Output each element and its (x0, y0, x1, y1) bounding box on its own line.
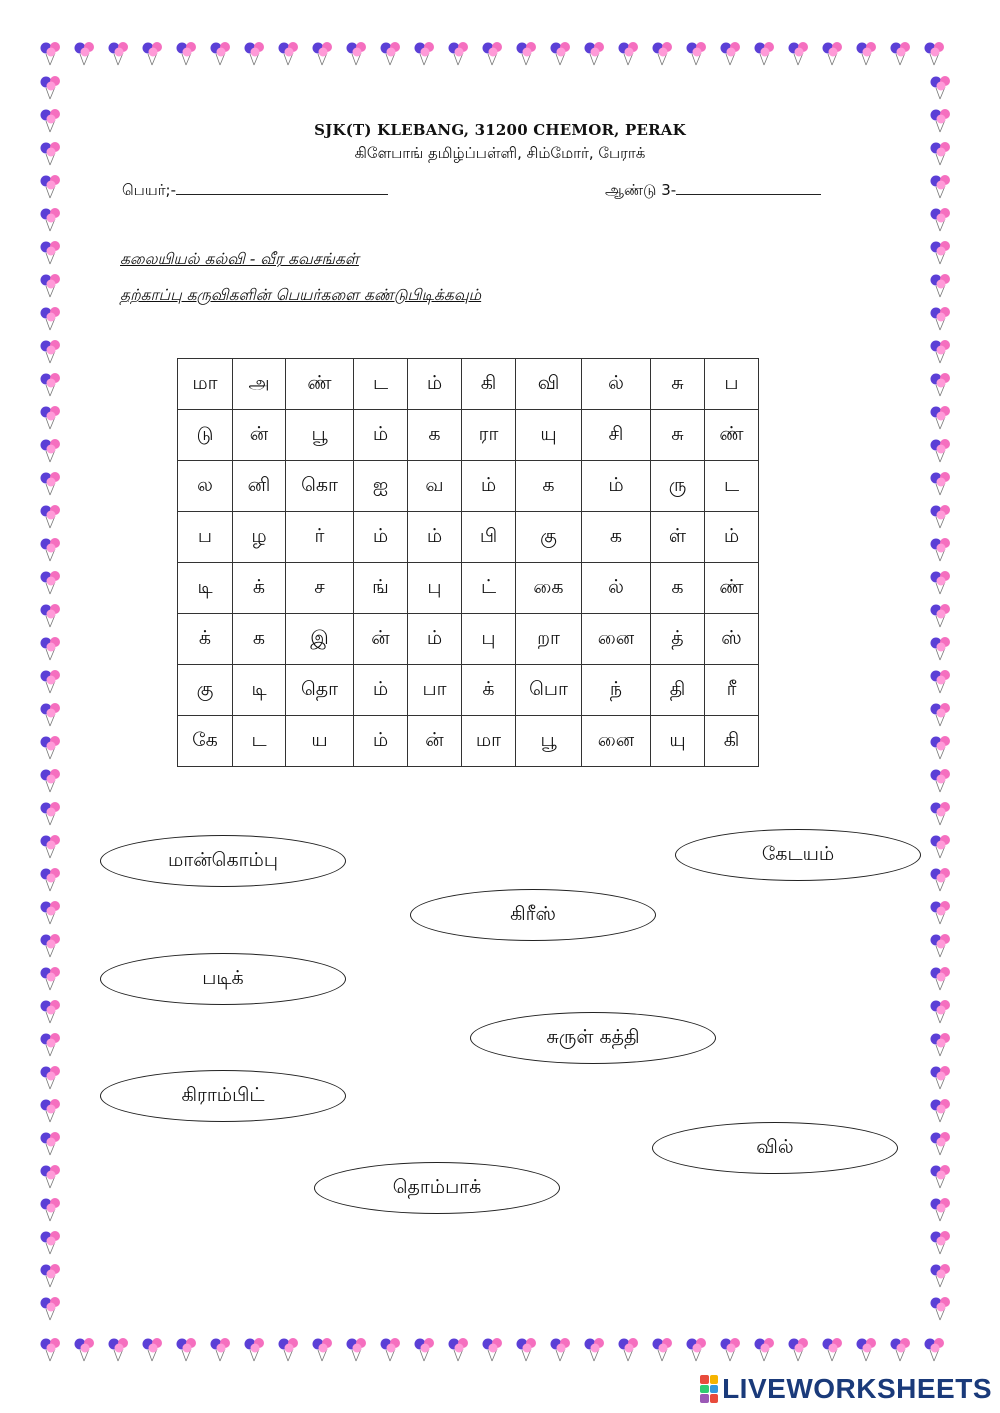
balloon-icon (38, 899, 64, 925)
balloon-icon (38, 536, 64, 562)
balloon-icon (928, 866, 954, 892)
balloon-icon (106, 1336, 132, 1362)
brand-watermark (700, 1369, 992, 1409)
grid-cell[interactable]: ல (178, 461, 233, 512)
balloon-icon (928, 833, 954, 859)
grid-cell[interactable]: தொ (286, 665, 354, 716)
balloon-icon (38, 239, 64, 265)
grid-cell[interactable]: ந் (582, 665, 651, 716)
grid-cell[interactable]: ண் (705, 410, 759, 461)
balloon-icon (888, 1336, 914, 1362)
word-oval[interactable] (652, 1122, 898, 1174)
grid-cell[interactable]: ம் (462, 461, 516, 512)
grid-cell[interactable]: ண் (705, 563, 759, 614)
balloon-icon (928, 404, 954, 430)
balloon-icon (38, 1097, 64, 1123)
grid-cell[interactable]: வி (516, 359, 582, 410)
balloon-icon (928, 1130, 954, 1156)
grid-cell[interactable]: க் (462, 665, 516, 716)
balloon-icon (928, 701, 954, 727)
grid-row (178, 410, 759, 461)
grid-row (178, 665, 759, 716)
balloon-icon (38, 602, 64, 628)
year-label: ஆண்டு 3- (605, 181, 677, 199)
balloon-icon (616, 1336, 642, 1362)
balloon-icon (928, 569, 954, 595)
balloon-icon (412, 1336, 438, 1362)
balloon-icon (854, 1336, 880, 1362)
balloon-icon (140, 1336, 166, 1362)
balloon-icon (928, 536, 954, 562)
balloon-icon (174, 1336, 200, 1362)
grid-cell[interactable]: வ (408, 461, 462, 512)
balloon-icon (928, 1196, 954, 1222)
balloon-icon (38, 668, 64, 694)
balloon-icon (38, 1229, 64, 1255)
word-label: சுருள் கத்தி (546, 1025, 640, 1048)
balloon-icon (38, 338, 64, 364)
grid-cell[interactable]: ட (354, 359, 408, 410)
balloon-icon (446, 1336, 472, 1362)
grid-cell[interactable]: பொ (516, 665, 582, 716)
grid-cell[interactable]: ப (178, 512, 233, 563)
balloon-icon (928, 1262, 954, 1288)
grid-cell[interactable]: ரு (651, 461, 705, 512)
grid-cell[interactable]: கு (178, 665, 233, 716)
grid-cell[interactable]: ழ (233, 512, 286, 563)
balloon-icon (38, 305, 64, 331)
grid-cell[interactable]: கி (462, 359, 516, 410)
grid-cell[interactable]: பு (462, 614, 516, 665)
grid-cell[interactable]: சு (651, 410, 705, 461)
balloon-icon (480, 40, 506, 66)
grid-cell[interactable]: யு (516, 410, 582, 461)
balloon-icon (548, 1336, 574, 1362)
word-label: கேடயம் (761, 842, 835, 865)
balloon-icon (38, 1163, 64, 1189)
grid-cell[interactable]: மா (462, 716, 516, 767)
balloon-icon (718, 1336, 744, 1362)
balloon-icon (72, 40, 98, 66)
school-title: SJK(T) KLEBANG, 31200 CHEMOR, PERAK (314, 121, 686, 139)
name-blank[interactable] (176, 180, 388, 195)
balloon-icon (928, 635, 954, 661)
subject-title: கலையியல் கல்வி - வீர கவசங்கள் (120, 250, 359, 268)
balloon-icon (718, 40, 744, 66)
balloon-icon (38, 701, 64, 727)
balloon-icon (928, 998, 954, 1024)
balloon-icon (928, 899, 954, 925)
grid-row (178, 512, 759, 563)
balloon-icon (514, 1336, 540, 1362)
grid-cell[interactable]: த் (651, 614, 705, 665)
balloon-icon (38, 1130, 64, 1156)
balloon-icon (38, 1064, 64, 1090)
balloon-icon (928, 1031, 954, 1057)
grid-cell[interactable]: ம் (354, 716, 408, 767)
balloon-icon (928, 206, 954, 232)
balloon-icon (854, 40, 880, 66)
balloon-icon (548, 40, 574, 66)
balloon-icon (650, 1336, 676, 1362)
grid-cell[interactable]: ய (286, 716, 354, 767)
balloon-icon (38, 371, 64, 397)
word-search-grid (177, 358, 759, 767)
grid-cell[interactable]: கொ (286, 461, 354, 512)
balloon-icon (38, 74, 64, 100)
balloon-icon (928, 1064, 954, 1090)
balloon-icon (514, 40, 540, 66)
grid-cell[interactable]: டு (178, 410, 233, 461)
word-oval[interactable] (100, 835, 346, 887)
balloon-icon (928, 602, 954, 628)
balloon-icon (38, 734, 64, 760)
balloon-icon (38, 965, 64, 991)
grid-cell[interactable]: ன் (408, 716, 462, 767)
balloon-icon (928, 173, 954, 199)
grid-cell[interactable]: ம் (705, 512, 759, 563)
balloon-icon (616, 40, 642, 66)
grid-cell[interactable]: பு (408, 563, 462, 614)
brand-logo-icon (700, 1375, 718, 1403)
balloon-icon (38, 569, 64, 595)
balloon-icon (928, 437, 954, 463)
grid-cell[interactable]: பூ (286, 410, 354, 461)
grid-cell[interactable]: ம் (408, 512, 462, 563)
grid-cell[interactable]: ட (705, 461, 759, 512)
balloon-icon (412, 40, 438, 66)
grid-cell[interactable]: கி (705, 716, 759, 767)
balloon-icon (140, 40, 166, 66)
grid-cell[interactable]: தி (651, 665, 705, 716)
school-title-tamil: கிளேபாங் தமிழ்ப்பள்ளி, சிம்மோர், பேராக் (354, 144, 646, 162)
balloon-icon (928, 74, 954, 100)
balloon-icon (378, 40, 404, 66)
balloon-icon (38, 998, 64, 1024)
balloon-icon (820, 1336, 846, 1362)
balloon-icon (174, 40, 200, 66)
balloon-icon (38, 503, 64, 529)
grid-cell[interactable]: சி (582, 410, 651, 461)
grid-cell[interactable]: ம் (354, 665, 408, 716)
grid-cell[interactable]: ன் (233, 410, 286, 461)
balloon-icon (928, 734, 954, 760)
grid-cell[interactable]: டி (233, 665, 286, 716)
balloon-icon (820, 40, 846, 66)
balloon-icon (38, 833, 64, 859)
grid-cell[interactable]: னி (233, 461, 286, 512)
balloon-icon (38, 866, 64, 892)
grid-cell[interactable]: ரா (462, 410, 516, 461)
word-oval[interactable] (675, 829, 921, 881)
grid-row (178, 359, 759, 410)
balloon-icon (310, 1336, 336, 1362)
balloon-icon (928, 470, 954, 496)
balloon-icon (38, 1336, 64, 1362)
word-oval[interactable] (100, 1070, 346, 1122)
balloon-icon (208, 40, 234, 66)
balloon-icon (38, 1196, 64, 1222)
grid-cell[interactable]: ங் (354, 563, 408, 614)
balloon-icon (276, 40, 302, 66)
balloon-icon (38, 932, 64, 958)
grid-cell[interactable]: ம் (354, 410, 408, 461)
grid-cell[interactable]: ள் (651, 512, 705, 563)
grid-cell[interactable]: ன் (354, 614, 408, 665)
grid-cell[interactable]: ம் (582, 461, 651, 512)
balloon-icon (922, 1336, 948, 1362)
grid-row (178, 716, 759, 767)
year-field[interactable] (605, 180, 821, 201)
balloon-icon (684, 40, 710, 66)
balloon-icon (242, 40, 268, 66)
balloon-icon (38, 470, 64, 496)
name-field[interactable] (122, 180, 388, 201)
balloon-icon (888, 40, 914, 66)
balloon-icon (208, 1336, 234, 1362)
balloon-icon (38, 404, 64, 430)
balloon-icon (928, 668, 954, 694)
balloon-icon (650, 40, 676, 66)
grid-cell[interactable]: ம் (354, 512, 408, 563)
grid-cell[interactable]: ர் (286, 512, 354, 563)
balloon-icon (752, 40, 778, 66)
grid-cell[interactable]: க (408, 410, 462, 461)
balloon-icon (38, 1295, 64, 1321)
balloon-icon (38, 800, 64, 826)
balloon-icon (242, 1336, 268, 1362)
instruction-text: தற்காப்பு கருவிகளின் பெயர்களை கண்டுபிடிக்கவும் (120, 286, 482, 304)
balloon-icon (276, 1336, 302, 1362)
grid-cell[interactable]: க (651, 563, 705, 614)
balloon-icon (928, 371, 954, 397)
balloon-icon (38, 767, 64, 793)
year-blank[interactable] (676, 180, 821, 195)
balloon-icon (582, 1336, 608, 1362)
grid-cell[interactable]: யு (651, 716, 705, 767)
balloon-icon (38, 206, 64, 232)
balloon-icon (922, 40, 948, 66)
balloon-icon (38, 40, 64, 66)
word-label: கிரீஸ் (510, 902, 556, 925)
grid-cell[interactable]: ல் (582, 359, 651, 410)
balloon-icon (38, 1262, 64, 1288)
word-label: வில் (756, 1135, 794, 1158)
grid-row (178, 461, 759, 512)
grid-cell[interactable]: க் (233, 563, 286, 614)
grid-cell[interactable]: கை (516, 563, 582, 614)
word-oval[interactable] (410, 889, 656, 941)
balloon-icon (786, 40, 812, 66)
grid-cell[interactable]: னை (582, 716, 651, 767)
grid-cell[interactable]: ண் (286, 359, 354, 410)
grid-cell[interactable]: சு (651, 359, 705, 410)
grid-cell[interactable]: ட் (462, 563, 516, 614)
grid-cell[interactable]: ம் (408, 359, 462, 410)
grid-cell[interactable]: கு (516, 512, 582, 563)
balloon-icon (928, 1163, 954, 1189)
balloon-icon (480, 1336, 506, 1362)
grid-cell[interactable]: ஐ (354, 461, 408, 512)
grid-cell[interactable]: கே (178, 716, 233, 767)
grid-cell[interactable]: ப (705, 359, 759, 410)
grid-cell[interactable]: டி (178, 563, 233, 614)
balloon-icon (752, 1336, 778, 1362)
balloon-icon (928, 305, 954, 331)
balloon-icon (344, 1336, 370, 1362)
word-label: கிராம்பிட் (181, 1083, 265, 1106)
balloon-icon (378, 1336, 404, 1362)
grid-cell[interactable]: றா (516, 614, 582, 665)
grid-cell[interactable]: இ (286, 614, 354, 665)
balloon-icon (928, 1229, 954, 1255)
grid-cell[interactable]: க (516, 461, 582, 512)
balloon-icon (38, 635, 64, 661)
balloon-icon (928, 272, 954, 298)
balloon-icon (38, 173, 64, 199)
balloon-icon (38, 272, 64, 298)
grid-cell[interactable]: க் (178, 614, 233, 665)
word-oval[interactable] (100, 953, 346, 1005)
grid-row (178, 614, 759, 665)
grid-cell[interactable]: ரீ (705, 665, 759, 716)
balloon-icon (928, 338, 954, 364)
grid-cell[interactable]: னை (582, 614, 651, 665)
balloon-icon (928, 239, 954, 265)
word-label: படிக் (202, 966, 244, 989)
grid-cell[interactable]: க (233, 614, 286, 665)
balloon-icon (310, 40, 336, 66)
grid-row (178, 563, 759, 614)
balloon-icon (928, 1097, 954, 1123)
grid-cell[interactable]: பி (462, 512, 516, 563)
balloon-icon (786, 1336, 812, 1362)
grid-cell[interactable]: ம் (408, 614, 462, 665)
balloon-icon (38, 437, 64, 463)
balloon-icon (582, 40, 608, 66)
grid-cell[interactable]: ட (233, 716, 286, 767)
balloon-icon (684, 1336, 710, 1362)
balloon-icon (928, 1295, 954, 1321)
word-label: தொம்பாக் (392, 1175, 482, 1198)
grid-cell[interactable]: ல் (582, 563, 651, 614)
balloon-icon (928, 767, 954, 793)
balloon-icon (928, 503, 954, 529)
name-label: பெயர்;- (122, 181, 177, 199)
grid-cell[interactable]: மா (178, 359, 233, 410)
brand-name: LIVEWORKSHEETS (722, 1373, 992, 1404)
balloon-icon (344, 40, 370, 66)
balloon-icon (928, 932, 954, 958)
grid-cell[interactable]: ஸ் (705, 614, 759, 665)
word-label: மான்கொம்பு (168, 848, 278, 871)
balloon-icon (446, 40, 472, 66)
balloon-icon (38, 1031, 64, 1057)
word-oval[interactable] (470, 1012, 716, 1064)
balloon-icon (928, 965, 954, 991)
grid-cell[interactable]: ச (286, 563, 354, 614)
balloon-icon (72, 1336, 98, 1362)
grid-cell[interactable]: க (582, 512, 651, 563)
word-oval[interactable] (314, 1162, 560, 1214)
grid-cell[interactable]: பா (408, 665, 462, 716)
grid-cell[interactable]: பூ (516, 716, 582, 767)
balloon-icon (106, 40, 132, 66)
grid-cell[interactable]: அ (233, 359, 286, 410)
balloon-icon (928, 800, 954, 826)
